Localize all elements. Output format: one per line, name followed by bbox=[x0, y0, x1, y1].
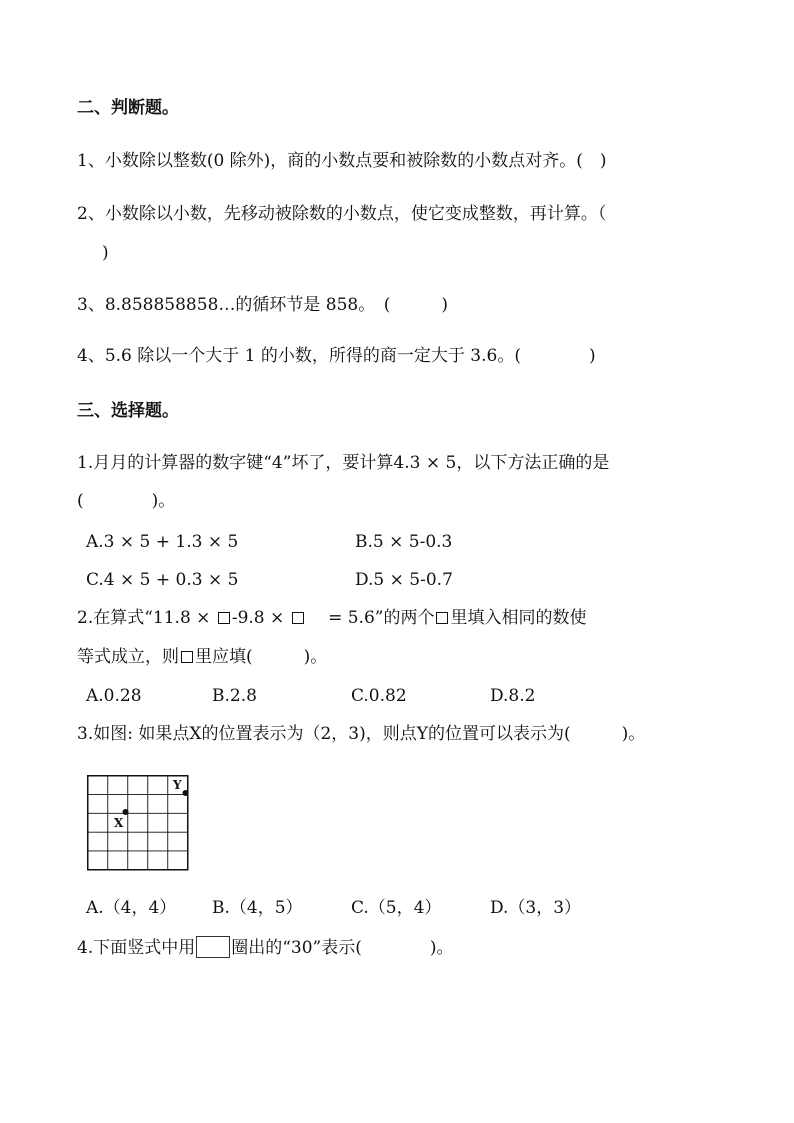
choice-2-option-d: D.8.2 bbox=[490, 686, 536, 706]
blank-square-icon bbox=[181, 651, 193, 663]
choice-1-option-c: C.4 × 5 + 0.3 × 5 bbox=[86, 570, 239, 590]
choice-1-option-a: A.3 × 5 + 1.3 × 5 bbox=[86, 532, 239, 552]
point-y-label: Y bbox=[173, 778, 182, 792]
point-y-dot bbox=[183, 790, 189, 796]
q2-text-a: 2.在算式“11.8 × bbox=[77, 608, 216, 628]
blank-square-icon bbox=[218, 612, 230, 624]
q2-text-e: 等式成立，则 bbox=[77, 647, 179, 667]
choice-2-option-c: C.0.82 bbox=[351, 686, 407, 706]
q4-text-b: 圈出的“30”表示( )。 bbox=[231, 938, 454, 958]
choice-2-option-b: B.2.8 bbox=[212, 686, 257, 706]
choice-1-option-b: B.5 × 5-0.3 bbox=[355, 532, 453, 552]
choice-2-option-a: A.0.28 bbox=[86, 686, 142, 706]
choice-1-option-d: D.5 × 5-0.7 bbox=[355, 570, 453, 590]
choice-3-option-c: C.（5，4） bbox=[351, 898, 442, 918]
choice-3-option-a: A.（4，4） bbox=[86, 898, 177, 918]
judgment-question-4: 4、5.6 除以一个大于 1 的小数，所得的商一定大于 3.6。( ) bbox=[77, 346, 596, 366]
judgment-question-2-line2: ) bbox=[102, 243, 109, 263]
point-x-dot bbox=[123, 809, 129, 815]
point-x-label: X bbox=[114, 816, 124, 830]
choice-question-1-line2: ( )。 bbox=[77, 491, 176, 511]
blank-square-icon bbox=[292, 612, 304, 624]
choice-question-1-line1: 1.月月的计算器的数字键“4”坏了，要计算4.3 × 5，以下方法正确的是 bbox=[77, 453, 610, 473]
q2-text-c: = 5.6”的两个 bbox=[305, 608, 435, 628]
choice-question-2-line1 bbox=[77, 608, 586, 628]
judgment-question-2-line1: 2、小数除以小数，先移动被除数的小数点，使它变成整数，再计算。（ bbox=[77, 204, 607, 224]
coordinate-grid-figure bbox=[87, 775, 193, 873]
q2-text-d: 里填入相同的数使 bbox=[450, 608, 587, 628]
judgment-question-1: 1、小数除以整数(0 除外)，商的小数点要和被除数的小数点对齐。( ) bbox=[77, 151, 607, 171]
choice-3-option-b: B.（4，5） bbox=[212, 898, 303, 918]
choice-question-2-line2 bbox=[77, 647, 327, 667]
choice-3-option-d: D.（3，3） bbox=[490, 898, 582, 918]
q2-text-b: -9.8 × bbox=[231, 608, 290, 628]
q2-text-f: 里应填( )。 bbox=[195, 647, 328, 667]
choice-question-3-line1: 3.如图: 如果点X的位置表示为（2，3)，则点Y的位置可以表示为( )。 bbox=[77, 724, 646, 744]
section-heading-judgment: 二、判断题。 bbox=[77, 98, 179, 118]
q4-text-a: 4.下面竖式中用 bbox=[77, 938, 196, 958]
choice-question-4-line1 bbox=[77, 936, 454, 958]
judgment-question-3: 3、8.858858858…的循环节是 858。 ( ) bbox=[77, 295, 448, 315]
section-heading-choice: 三、选择题。 bbox=[77, 401, 179, 421]
circle-box-icon bbox=[196, 936, 230, 958]
blank-square-icon bbox=[436, 612, 448, 624]
